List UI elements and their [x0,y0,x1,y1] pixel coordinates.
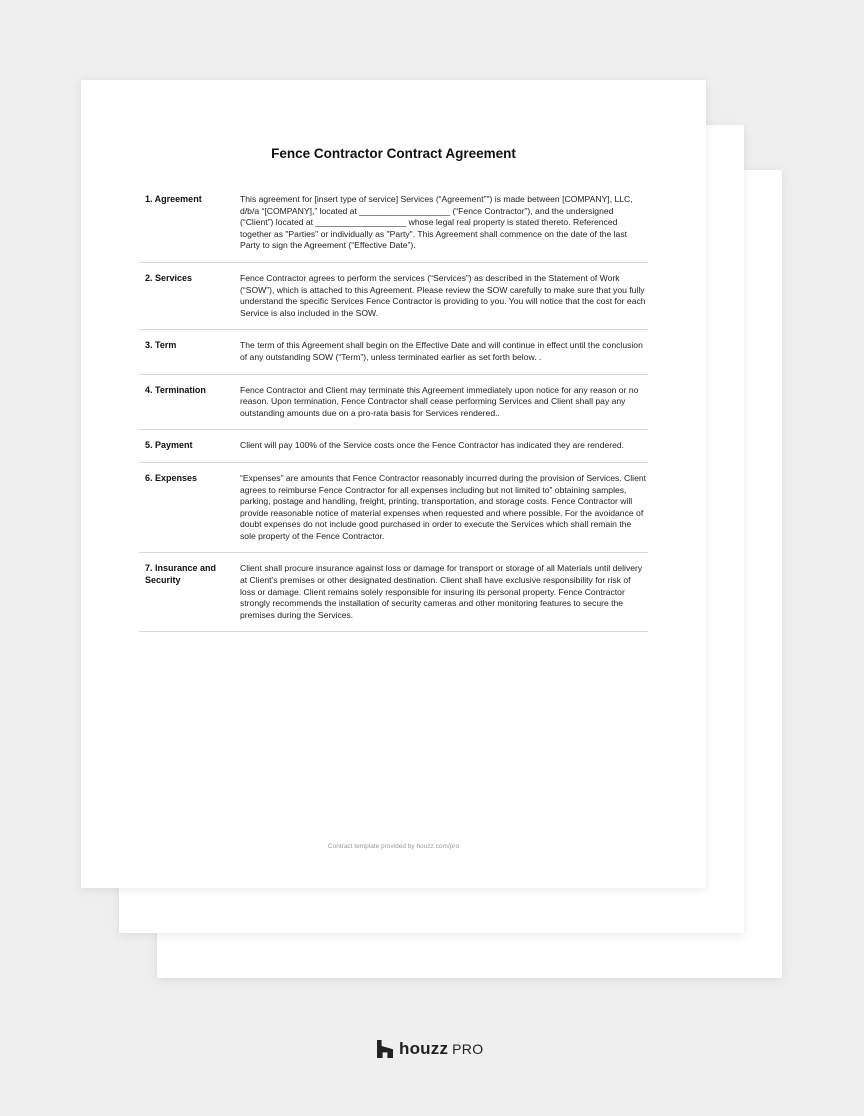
clause-body: “Expenses” are amounts that Fence Contractor reasonably incurred during the provision of Services. Client agrees to reimburse Fence Contractor for all expenses including but not limited to” obtaining samples, parking, postage and handling, freight, printing, transportation, and storage costs. Fence Contractor will provide reasonable notice of material expenses when requested and where possible. For the avoidance of doubt expenses do not include good purchased in order to execute the Services which shall remain the sole property of the Fence Contractor. [240,472,647,541]
brand-suffix: PRO [452,1041,484,1057]
clause-body: The term of this Agreement shall begin on the Effective Date and will continue in effect until the conclusion of any outstanding SOW (“Term”), unless terminated earlier as set forth below. . [240,340,643,362]
clause-list [139,190,648,632]
clause-heading: 5. Payment [145,440,193,451]
clause-body: This agreement for [insert type of service] Services (“Agreement”") is made between [COMPANY], LLC, d/b/a “[COMPANY],” located at ___________________ (“Fence Contractor”), and the undersigned (“Client”) located at ___________________ whose legal real property is stated thereto. Referenced together as "Parties" or individually as "Party". This Agreement shall commence on the date of the last Party to sign the Agreement (“Effective Date”). [240,194,633,251]
clause-body: Fence Contractor agrees to perform the services (“Services”) as described in the Statement of Work (“SOW”), which is attached to this Agreement. Please review the SOW carefully to make sure that you fully understand the specific Services Fence Contractor is providing to you. You will notice that the cost for each Service is also included in the SOW. [240,272,646,318]
document-title: Fence Contractor Contract Agreement [271,146,516,161]
clause-heading: 1. Agreement [145,194,202,204]
clause-heading: 3. Term [145,340,177,351]
clause-body: Fence Contractor and Client may terminate this Agreement immediately upon notice for any reason or no reason. Upon termination, Fence Contractor shall cease performing Services and Client shall pay any outstanding amounts due on a pro-rata basis for Services rendered.. [240,384,639,418]
document-page [81,80,706,888]
clause-payment [139,430,648,463]
clause-agreement [139,190,648,263]
clause-heading: 7. Insurance and Security [145,563,217,585]
clause-expenses [139,463,648,554]
clause-heading: 2. Services [145,272,193,283]
clause-insurance-security [139,553,648,632]
brand-lockup [377,1039,483,1059]
clause-heading: 4. Termination [145,384,206,395]
clause-term [139,330,648,374]
clause-termination [139,375,648,431]
brand-name: houzz [399,1039,449,1058]
houzz-logo-icon [377,1040,393,1058]
clause-services [139,263,648,330]
clause-heading: 6. Expenses [145,472,198,483]
template-credit-footer: Contract template provided by houzz.com/pro [327,843,460,850]
clause-body: Client shall procure insurance against loss or damage for transport or storage of all Materials until delivery at Client’s premises or other designated destination. Client shall have exclusive responsibility for risk of loss or damage. Client remains solely responsible for insuring its personal property. Fence Contractor strongly recommends the installation of security cameras and other monitoring features to secure the premises during the Services. [240,563,643,620]
clause-body: Client will pay 100% of the Service costs once the Fence Contractor has indicated they are rendered. [240,440,625,451]
